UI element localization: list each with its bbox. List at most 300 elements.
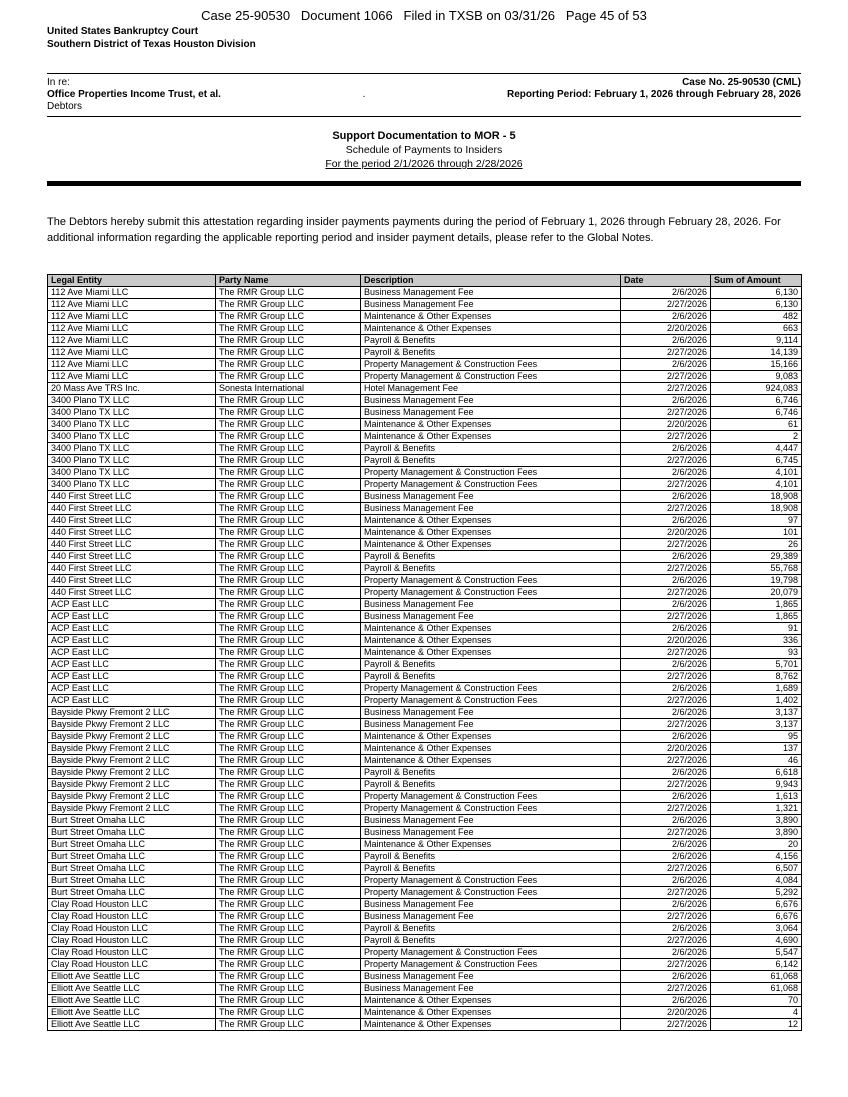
table-row <box>48 635 802 647</box>
cell-party-name: The RMR Group LLC <box>216 311 361 323</box>
cell-amount: 4,084 <box>711 875 802 887</box>
table-row <box>48 467 802 479</box>
cell-amount: 15,166 <box>711 359 802 371</box>
cell-party-name: The RMR Group LLC <box>216 515 361 527</box>
court-header <box>47 25 801 51</box>
cell-description: Business Management Fee <box>361 707 621 719</box>
cell-date: 2/27/2026 <box>621 779 711 791</box>
cell-party-name: The RMR Group LLC <box>216 395 361 407</box>
cell-description: Property Management & Construction Fees <box>361 803 621 815</box>
cell-date: 2/27/2026 <box>621 863 711 875</box>
cell-legal-entity: 440 First Street LLC <box>48 587 216 599</box>
cell-amount: 5,701 <box>711 659 802 671</box>
cell-party-name: Sonesta International <box>216 383 361 395</box>
cell-amount: 46 <box>711 755 802 767</box>
cell-legal-entity: 440 First Street LLC <box>48 515 216 527</box>
cell-amount: 5,547 <box>711 947 802 959</box>
cell-amount: 6,142 <box>711 959 802 971</box>
cell-description: Payroll & Benefits <box>361 671 621 683</box>
table-row <box>48 311 802 323</box>
cell-description: Maintenance & Other Expenses <box>361 755 621 767</box>
table-row <box>48 1019 802 1031</box>
cell-date: 2/6/2026 <box>621 467 711 479</box>
table-row <box>48 839 802 851</box>
cell-legal-entity: 440 First Street LLC <box>48 551 216 563</box>
cell-description: Maintenance & Other Expenses <box>361 323 621 335</box>
cell-date: 2/27/2026 <box>621 455 711 467</box>
cell-legal-entity: 3400 Plano TX LLC <box>48 407 216 419</box>
table-row <box>48 359 802 371</box>
cell-party-name: The RMR Group LLC <box>216 587 361 599</box>
header-legal-entity: Legal Entity <box>48 275 216 287</box>
cell-party-name: The RMR Group LLC <box>216 287 361 299</box>
cell-date: 2/6/2026 <box>621 623 711 635</box>
cell-party-name: The RMR Group LLC <box>216 635 361 647</box>
cell-amount: 20,079 <box>711 587 802 599</box>
cell-date: 2/6/2026 <box>621 659 711 671</box>
cell-legal-entity: Burt Street Omaha LLC <box>48 887 216 899</box>
cell-amount: 6,745 <box>711 455 802 467</box>
attestation-paragraph: The Debtors hereby submit this attestation regarding insider payments payments during the period of February 1, 2026 through February 28, 2026. For additional information regarding the applicable reporting period and insider payment details, please refer to the Global Notes. <box>47 216 781 244</box>
cell-legal-entity: Bayside Pkwy Fremont 2 LLC <box>48 767 216 779</box>
cell-party-name: The RMR Group LLC <box>216 743 361 755</box>
cell-legal-entity: 112 Ave Miami LLC <box>48 359 216 371</box>
cell-description: Payroll & Benefits <box>361 767 621 779</box>
header-date: Date <box>621 275 711 287</box>
cell-description: Property Management & Construction Fees <box>361 875 621 887</box>
cell-amount: 137 <box>711 743 802 755</box>
table-row <box>48 347 802 359</box>
cell-legal-entity: 112 Ave Miami LLC <box>48 335 216 347</box>
cell-amount: 93 <box>711 647 802 659</box>
cell-party-name: The RMR Group LLC <box>216 995 361 1007</box>
table-row <box>48 743 802 755</box>
doc-title-line2: Schedule of Payments to Insiders <box>345 144 503 156</box>
cell-party-name: The RMR Group LLC <box>216 407 361 419</box>
cell-legal-entity: Elliott Ave Seattle LLC <box>48 971 216 983</box>
cell-description: Maintenance & Other Expenses <box>361 623 621 635</box>
table-row <box>48 515 802 527</box>
table-row <box>48 407 802 419</box>
cell-amount: 8,762 <box>711 671 802 683</box>
table-row <box>48 791 802 803</box>
cell-amount: 95 <box>711 731 802 743</box>
cell-amount: 101 <box>711 527 802 539</box>
cell-legal-entity: 112 Ave Miami LLC <box>48 299 216 311</box>
cell-party-name: The RMR Group LLC <box>216 947 361 959</box>
cell-date: 2/27/2026 <box>621 827 711 839</box>
cell-date: 2/6/2026 <box>621 767 711 779</box>
cell-date: 2/27/2026 <box>621 563 711 575</box>
cell-amount: 61,068 <box>711 983 802 995</box>
cell-date: 2/6/2026 <box>621 575 711 587</box>
cell-legal-entity: Bayside Pkwy Fremont 2 LLC <box>48 743 216 755</box>
cell-amount: 14,139 <box>711 347 802 359</box>
case-number: Case No. 25-90530 (CML) <box>682 77 801 88</box>
cell-description: Business Management Fee <box>361 395 621 407</box>
table-row <box>48 395 802 407</box>
cell-description: Property Management & Construction Fees <box>361 683 621 695</box>
cell-amount: 1,865 <box>711 611 802 623</box>
cell-description: Property Management & Construction Fees <box>361 371 621 383</box>
cell-legal-entity: ACP East LLC <box>48 683 216 695</box>
cell-description: Business Management Fee <box>361 299 621 311</box>
cell-amount: 2 <box>711 431 802 443</box>
table-row <box>48 899 802 911</box>
cell-legal-entity: ACP East LLC <box>48 611 216 623</box>
cell-description: Business Management Fee <box>361 491 621 503</box>
cell-amount: 3,137 <box>711 719 802 731</box>
cell-legal-entity: Bayside Pkwy Fremont 2 LLC <box>48 707 216 719</box>
table-row <box>48 503 802 515</box>
cell-party-name: The RMR Group LLC <box>216 623 361 635</box>
cell-date: 2/6/2026 <box>621 551 711 563</box>
debtors-label: Debtors <box>47 101 83 112</box>
cell-legal-entity: Clay Road Houston LLC <box>48 911 216 923</box>
table-row <box>48 767 802 779</box>
cell-party-name: The RMR Group LLC <box>216 539 361 551</box>
cell-legal-entity: 440 First Street LLC <box>48 527 216 539</box>
table-row <box>48 935 802 947</box>
cell-description: Maintenance & Other Expenses <box>361 1019 621 1031</box>
cell-description: Payroll & Benefits <box>361 659 621 671</box>
cell-description: Maintenance & Other Expenses <box>361 431 621 443</box>
cell-legal-entity: 112 Ave Miami LLC <box>48 347 216 359</box>
cell-date: 2/6/2026 <box>621 491 711 503</box>
cell-legal-entity: Bayside Pkwy Fremont 2 LLC <box>48 719 216 731</box>
cell-description: Property Management & Construction Fees <box>361 359 621 371</box>
cell-date: 2/6/2026 <box>621 443 711 455</box>
cell-party-name: The RMR Group LLC <box>216 851 361 863</box>
cell-amount: 19,798 <box>711 575 802 587</box>
cell-amount: 4,101 <box>711 467 802 479</box>
table-row <box>48 431 802 443</box>
cell-party-name: The RMR Group LLC <box>216 599 361 611</box>
cell-amount: 9,943 <box>711 779 802 791</box>
cell-amount: 6,676 <box>711 911 802 923</box>
cell-description: Hotel Management Fee <box>361 383 621 395</box>
cell-party-name: The RMR Group LLC <box>216 335 361 347</box>
cell-party-name: The RMR Group LLC <box>216 551 361 563</box>
table-row <box>48 551 802 563</box>
header-party-name: Party Name <box>216 275 361 287</box>
cell-party-name: The RMR Group LLC <box>216 671 361 683</box>
cell-description: Property Management & Construction Fees <box>361 467 621 479</box>
table-row <box>48 455 802 467</box>
table-row <box>48 827 802 839</box>
cell-legal-entity: Clay Road Houston LLC <box>48 923 216 935</box>
cell-amount: 6,130 <box>711 299 802 311</box>
table-row <box>48 803 802 815</box>
cell-amount: 26 <box>711 539 802 551</box>
table-row <box>48 887 802 899</box>
cell-party-name: The RMR Group LLC <box>216 323 361 335</box>
cell-legal-entity: 3400 Plano TX LLC <box>48 455 216 467</box>
cell-date: 2/27/2026 <box>621 983 711 995</box>
cell-legal-entity: Bayside Pkwy Fremont 2 LLC <box>48 755 216 767</box>
cell-date: 2/27/2026 <box>621 503 711 515</box>
table-header-row <box>48 275 802 287</box>
cell-party-name: The RMR Group LLC <box>216 371 361 383</box>
cell-amount: 97 <box>711 515 802 527</box>
cell-description: Business Management Fee <box>361 983 621 995</box>
cell-description: Property Management & Construction Fees <box>361 791 621 803</box>
cell-amount: 1,613 <box>711 791 802 803</box>
table-row <box>48 719 802 731</box>
insider-payments-table <box>47 274 802 1031</box>
cell-legal-entity: Clay Road Houston LLC <box>48 947 216 959</box>
cell-amount: 4,156 <box>711 851 802 863</box>
case-info-right <box>507 77 801 113</box>
cell-party-name: The RMR Group LLC <box>216 299 361 311</box>
table-row <box>48 383 802 395</box>
cell-amount: 4,101 <box>711 479 802 491</box>
cell-legal-entity: Elliott Ave Seattle LLC <box>48 995 216 1007</box>
cell-description: Business Management Fee <box>361 611 621 623</box>
cell-date: 2/27/2026 <box>621 719 711 731</box>
cell-amount: 1,321 <box>711 803 802 815</box>
table-row <box>48 971 802 983</box>
cell-party-name: The RMR Group LLC <box>216 1019 361 1031</box>
cell-date: 2/27/2026 <box>621 383 711 395</box>
cell-party-name: The RMR Group LLC <box>216 683 361 695</box>
cell-description: Payroll & Benefits <box>361 935 621 947</box>
cell-party-name: The RMR Group LLC <box>216 695 361 707</box>
cell-date: 2/27/2026 <box>621 587 711 599</box>
table-row <box>48 755 802 767</box>
cell-description: Business Management Fee <box>361 719 621 731</box>
cell-party-name: The RMR Group LLC <box>216 527 361 539</box>
cell-legal-entity: ACP East LLC <box>48 671 216 683</box>
table-row <box>48 695 802 707</box>
cell-description: Maintenance & Other Expenses <box>361 647 621 659</box>
cell-date: 2/20/2026 <box>621 743 711 755</box>
cell-description: Property Management & Construction Fees <box>361 479 621 491</box>
cell-legal-entity: ACP East LLC <box>48 659 216 671</box>
cell-description: Property Management & Construction Fees <box>361 575 621 587</box>
cell-amount: 12 <box>711 1019 802 1031</box>
cell-amount: 70 <box>711 995 802 1007</box>
table-row <box>48 527 802 539</box>
cell-party-name: The RMR Group LLC <box>216 563 361 575</box>
cell-amount: 55,768 <box>711 563 802 575</box>
table-row <box>48 707 802 719</box>
cell-description: Property Management & Construction Fees <box>361 947 621 959</box>
case-info-block <box>47 73 801 117</box>
cell-description: Payroll & Benefits <box>361 779 621 791</box>
cell-date: 2/6/2026 <box>621 899 711 911</box>
cell-legal-entity: Burt Street Omaha LLC <box>48 863 216 875</box>
table-row <box>48 947 802 959</box>
cell-description: Maintenance & Other Expenses <box>361 527 621 539</box>
cell-date: 2/27/2026 <box>621 611 711 623</box>
table-row <box>48 683 802 695</box>
cell-description: Maintenance & Other Expenses <box>361 635 621 647</box>
cell-amount: 6,130 <box>711 287 802 299</box>
cell-description: Payroll & Benefits <box>361 851 621 863</box>
cell-legal-entity: 112 Ave Miami LLC <box>48 287 216 299</box>
cell-date: 2/20/2026 <box>621 527 711 539</box>
cell-amount: 5,292 <box>711 887 802 899</box>
table-row <box>48 287 802 299</box>
cell-legal-entity: 112 Ave Miami LLC <box>48 371 216 383</box>
cell-party-name: The RMR Group LLC <box>216 479 361 491</box>
cell-description: Maintenance & Other Expenses <box>361 743 621 755</box>
cell-legal-entity: 440 First Street LLC <box>48 491 216 503</box>
table-row <box>48 923 802 935</box>
cell-legal-entity: 440 First Street LLC <box>48 539 216 551</box>
cell-party-name: The RMR Group LLC <box>216 791 361 803</box>
cell-description: Maintenance & Other Expenses <box>361 515 621 527</box>
cell-date: 2/6/2026 <box>621 947 711 959</box>
doc-title-line3: For the period 2/1/2026 through 2/28/2026 <box>325 158 523 170</box>
cell-description: Business Management Fee <box>361 599 621 611</box>
cell-party-name: The RMR Group LLC <box>216 503 361 515</box>
cell-date: 2/20/2026 <box>621 419 711 431</box>
cell-party-name: The RMR Group LLC <box>216 863 361 875</box>
table-row <box>48 371 802 383</box>
cell-description: Payroll & Benefits <box>361 923 621 935</box>
cell-party-name: The RMR Group LLC <box>216 971 361 983</box>
cell-legal-entity: ACP East LLC <box>48 695 216 707</box>
table-row <box>48 299 802 311</box>
cell-description: Maintenance & Other Expenses <box>361 311 621 323</box>
cell-date: 2/27/2026 <box>621 755 711 767</box>
cell-party-name: The RMR Group LLC <box>216 575 361 587</box>
table-row <box>48 599 802 611</box>
cell-date: 2/6/2026 <box>621 995 711 1007</box>
header-description: Description <box>361 275 621 287</box>
cell-party-name: The RMR Group LLC <box>216 875 361 887</box>
cell-legal-entity: 112 Ave Miami LLC <box>48 311 216 323</box>
cell-amount: 6,746 <box>711 395 802 407</box>
cell-legal-entity: Burt Street Omaha LLC <box>48 815 216 827</box>
cell-date: 2/6/2026 <box>621 707 711 719</box>
court-division: Southern District of Texas Houston Division <box>47 39 256 50</box>
cell-party-name: The RMR Group LLC <box>216 431 361 443</box>
cell-date: 2/27/2026 <box>621 911 711 923</box>
cell-date: 2/6/2026 <box>621 839 711 851</box>
cell-party-name: The RMR Group LLC <box>216 911 361 923</box>
table-row <box>48 779 802 791</box>
table-row <box>48 335 802 347</box>
cell-party-name: The RMR Group LLC <box>216 731 361 743</box>
cell-amount: 1,689 <box>711 683 802 695</box>
cell-date: 2/27/2026 <box>621 695 711 707</box>
cell-party-name: The RMR Group LLC <box>216 419 361 431</box>
doc-title-line1: Support Documentation to MOR - 5 <box>332 130 516 142</box>
in-re-label: In re: <box>47 77 70 88</box>
cell-amount: 29,389 <box>711 551 802 563</box>
table-row <box>48 479 802 491</box>
court-name: United States Bankruptcy Court <box>47 26 199 37</box>
cell-date: 2/6/2026 <box>621 923 711 935</box>
cell-legal-entity: 440 First Street LLC <box>48 563 216 575</box>
cell-party-name: The RMR Group LLC <box>216 815 361 827</box>
cell-description: Business Management Fee <box>361 407 621 419</box>
case-info-left <box>47 77 221 113</box>
cell-description: Business Management Fee <box>361 287 621 299</box>
cell-description: Business Management Fee <box>361 899 621 911</box>
cell-amount: 4,690 <box>711 935 802 947</box>
cell-legal-entity: Clay Road Houston LLC <box>48 899 216 911</box>
cell-party-name: The RMR Group LLC <box>216 839 361 851</box>
cell-amount: 9,114 <box>711 335 802 347</box>
cell-party-name: The RMR Group LLC <box>216 887 361 899</box>
cell-party-name: The RMR Group LLC <box>216 923 361 935</box>
payments-table-body <box>48 287 802 1031</box>
table-row <box>48 851 802 863</box>
cell-date: 2/6/2026 <box>621 515 711 527</box>
cell-legal-entity: 3400 Plano TX LLC <box>48 431 216 443</box>
cell-date: 2/20/2026 <box>621 323 711 335</box>
cell-party-name: The RMR Group LLC <box>216 959 361 971</box>
cell-date: 2/6/2026 <box>621 815 711 827</box>
cell-legal-entity: Bayside Pkwy Fremont 2 LLC <box>48 803 216 815</box>
cell-amount: 9,083 <box>711 371 802 383</box>
cell-legal-entity: 112 Ave Miami LLC <box>48 323 216 335</box>
cell-legal-entity: ACP East LLC <box>48 599 216 611</box>
cell-description: Payroll & Benefits <box>361 551 621 563</box>
table-row <box>48 647 802 659</box>
cell-party-name: The RMR Group LLC <box>216 779 361 791</box>
cell-date: 2/27/2026 <box>621 671 711 683</box>
cell-date: 2/20/2026 <box>621 635 711 647</box>
table-row <box>48 671 802 683</box>
cell-amount: 91 <box>711 623 802 635</box>
cell-description: Maintenance & Other Expenses <box>361 1007 621 1019</box>
header-sum-of-amount: Sum of Amount <box>711 275 802 287</box>
cell-amount: 6,746 <box>711 407 802 419</box>
cell-description: Business Management Fee <box>361 815 621 827</box>
cell-amount: 4 <box>711 1007 802 1019</box>
cell-amount: 18,908 <box>711 491 802 503</box>
cell-date: 2/6/2026 <box>621 875 711 887</box>
cell-date: 2/27/2026 <box>621 407 711 419</box>
cell-party-name: The RMR Group LLC <box>216 347 361 359</box>
cell-legal-entity: Clay Road Houston LLC <box>48 935 216 947</box>
cell-date: 2/6/2026 <box>621 851 711 863</box>
cell-date: 2/6/2026 <box>621 731 711 743</box>
cell-date: 2/27/2026 <box>621 299 711 311</box>
table-row <box>48 731 802 743</box>
cell-legal-entity: 3400 Plano TX LLC <box>48 467 216 479</box>
cell-amount: 61,068 <box>711 971 802 983</box>
cell-legal-entity: 3400 Plano TX LLC <box>48 479 216 491</box>
cell-description: Payroll & Benefits <box>361 863 621 875</box>
cell-date: 2/6/2026 <box>621 791 711 803</box>
divider-bar <box>47 181 801 186</box>
cell-party-name: The RMR Group LLC <box>216 899 361 911</box>
reporting-period: Reporting Period: February 1, 2026 through February 28, 2026 <box>507 89 801 100</box>
cell-description: Maintenance & Other Expenses <box>361 419 621 431</box>
cell-amount: 4,447 <box>711 443 802 455</box>
cell-legal-entity: Burt Street Omaha LLC <box>48 839 216 851</box>
cell-description: Maintenance & Other Expenses <box>361 539 621 551</box>
cell-party-name: The RMR Group LLC <box>216 467 361 479</box>
table-row <box>48 443 802 455</box>
cell-legal-entity: Bayside Pkwy Fremont 2 LLC <box>48 791 216 803</box>
cell-amount: 482 <box>711 311 802 323</box>
cell-amount: 3,890 <box>711 827 802 839</box>
cell-party-name: The RMR Group LLC <box>216 803 361 815</box>
cell-legal-entity: Burt Street Omaha LLC <box>48 827 216 839</box>
cell-date: 2/27/2026 <box>621 1019 711 1031</box>
cell-description: Maintenance & Other Expenses <box>361 731 621 743</box>
document-title-block <box>47 129 801 171</box>
cell-date: 2/6/2026 <box>621 335 711 347</box>
cell-legal-entity: Bayside Pkwy Fremont 2 LLC <box>48 731 216 743</box>
